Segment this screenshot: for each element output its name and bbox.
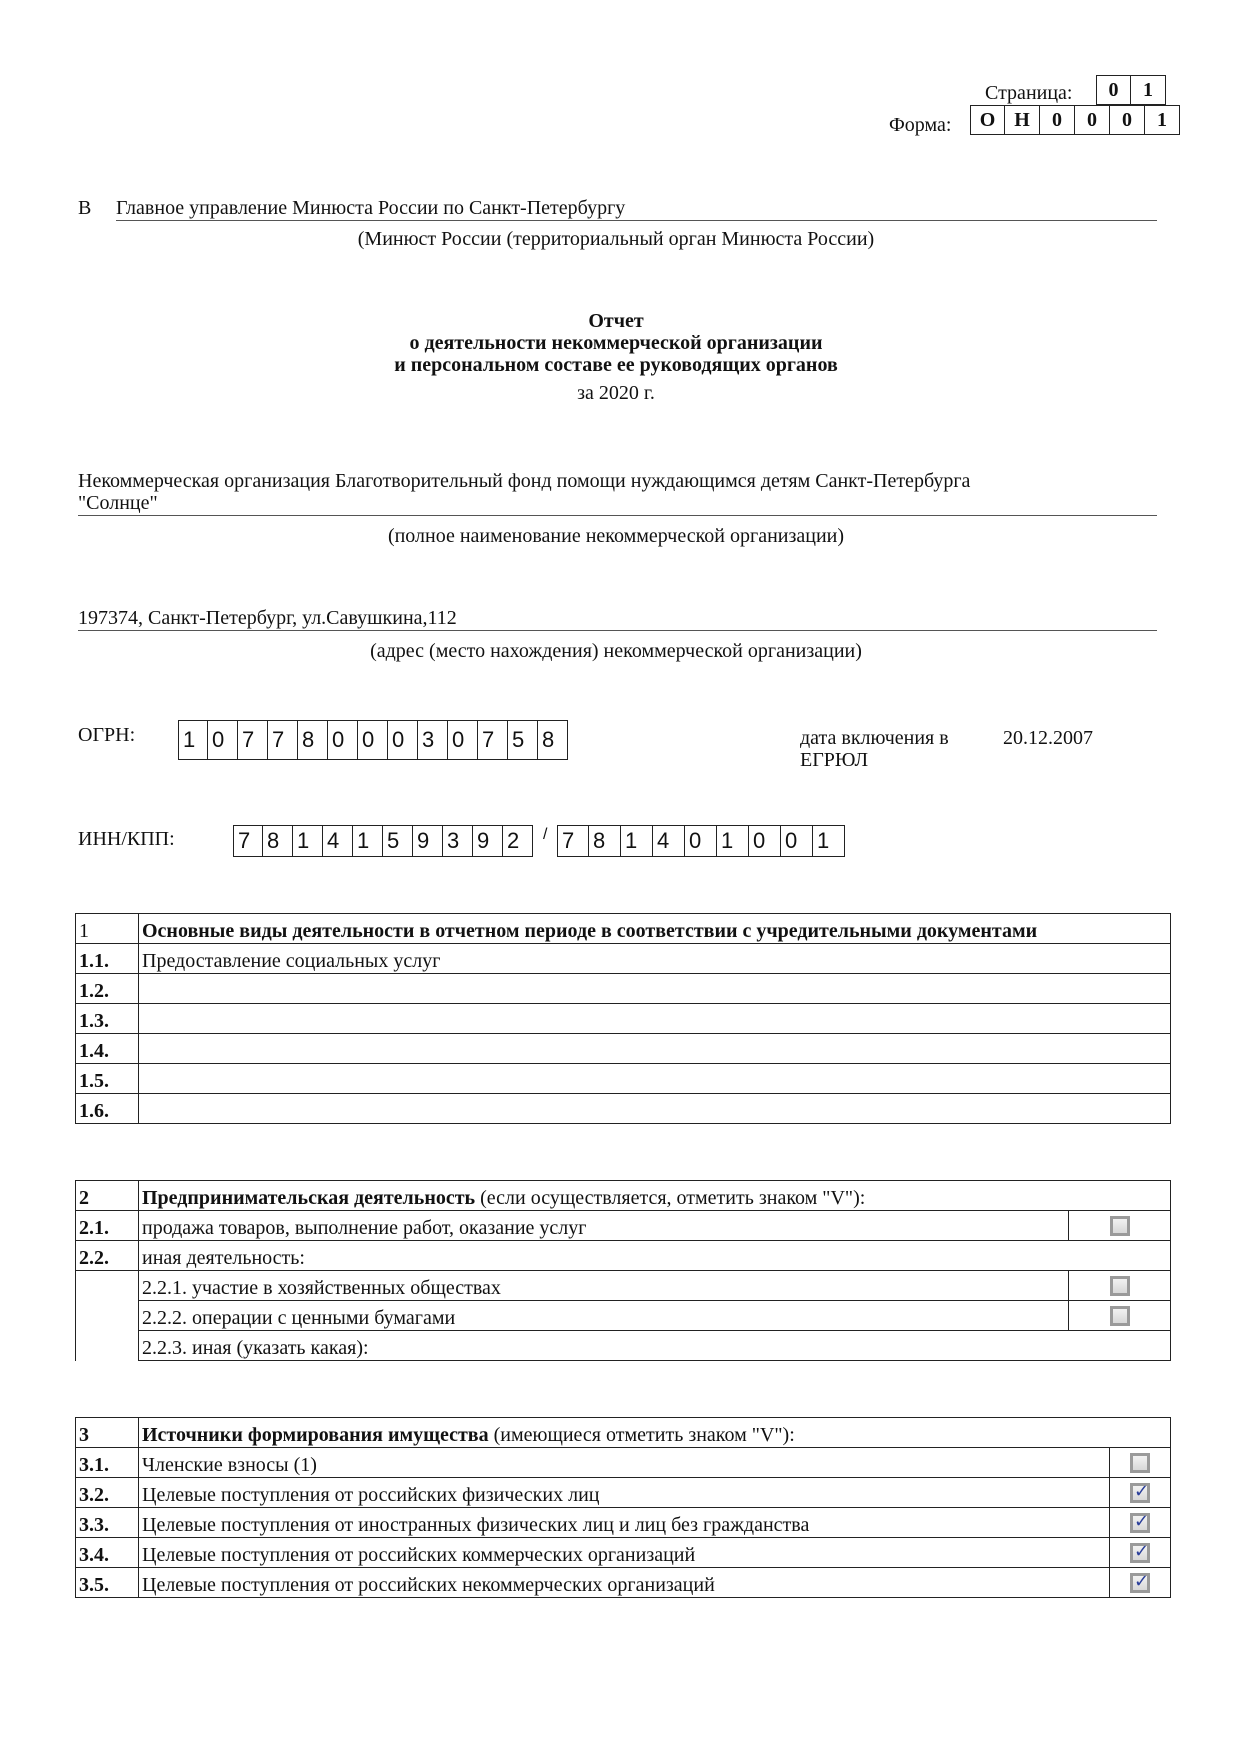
checkbox-unchecked-icon[interactable] [1110, 1276, 1130, 1296]
table-row [76, 944, 1171, 974]
kpp-digit: 1 [621, 825, 653, 857]
addressee-prefix: В [78, 197, 92, 219]
row-text: Членские взносы (1) [139, 1448, 1110, 1478]
inn-digit: 8 [263, 825, 293, 857]
row-text: продажа товаров, выполнение работ, оказание услуг [139, 1211, 1069, 1241]
form-code-boxes [970, 105, 1180, 135]
table-row [76, 1034, 1171, 1064]
inn-digit: 9 [413, 825, 443, 857]
checkbox-cell [1069, 1211, 1171, 1241]
activity-field[interactable]: Предоставление социальных услуг [139, 944, 1171, 974]
report-title [75, 310, 1157, 404]
egrul-label [800, 727, 949, 771]
row-number: 1.1. [76, 944, 139, 974]
section-2-header [76, 1181, 1171, 1211]
section-number: 3 [76, 1418, 139, 1448]
addressee-value: Главное управление Минюста России по Санкт-Петербургу [116, 197, 626, 219]
page-digit: 0 [1096, 75, 1131, 105]
kpp-digit: 1 [813, 825, 845, 857]
form-label: Форма: [889, 114, 952, 136]
inn-digit: 3 [443, 825, 473, 857]
ogrn-digit: 5 [508, 720, 538, 760]
activity-field[interactable] [139, 974, 1171, 1004]
kpp-digit: 0 [781, 825, 813, 857]
org-address-caption: (адрес (место нахождения) некоммерческой организации) [370, 640, 862, 662]
ogrn-digit: 8 [298, 720, 328, 760]
section-3-header [76, 1418, 1171, 1448]
kpp-boxes[interactable] [557, 825, 845, 857]
checkbox-checked-icon[interactable] [1130, 1543, 1150, 1563]
ogrn-label: ОГРН: [78, 724, 136, 746]
page-number-boxes [1096, 75, 1166, 105]
ogrn-digit: 7 [238, 720, 268, 760]
table-row [76, 1301, 1171, 1331]
activity-field[interactable] [139, 1004, 1171, 1034]
form-char: 0 [1110, 105, 1145, 135]
row-number: 2.2. [76, 1241, 139, 1271]
inn-digit: 2 [503, 825, 533, 857]
row-number: 1.5. [76, 1064, 139, 1094]
activity-field[interactable] [139, 1064, 1171, 1094]
row-text: Целевые поступления от российских физических лиц [139, 1478, 1110, 1508]
section-title: Основные виды деятельности в отчетном периоде в соответствии с учредительными документами [139, 914, 1171, 944]
checkbox-cell [1069, 1301, 1171, 1331]
table-row [76, 1241, 1171, 1271]
section-title [139, 1418, 1171, 1448]
row-text: иная деятельность: [139, 1241, 1171, 1271]
ogrn-digit: 0 [388, 720, 418, 760]
inn-digit: 7 [233, 825, 263, 857]
inn-boxes[interactable] [233, 825, 533, 857]
kpp-digit: 4 [653, 825, 685, 857]
section-2-table [75, 1180, 1171, 1361]
ogrn-digit: 0 [328, 720, 358, 760]
section-title-note: (если осуществляется, отметить знаком "V"): [475, 1187, 866, 1209]
kpp-digit: 8 [589, 825, 621, 857]
row-number: 2.1. [76, 1211, 139, 1241]
report-period: за 2020 г. [577, 382, 655, 404]
page-label: Страница: [985, 82, 1073, 104]
form-char: О [970, 105, 1005, 135]
ogrn-digit: 3 [418, 720, 448, 760]
row-text: 2.2.1. участие в хозяйственных обществах [139, 1271, 1069, 1301]
kpp-digit: 0 [749, 825, 781, 857]
addressee-caption: (Минюст России (территориальный орган Минюста России) [357, 228, 875, 250]
checkbox-unchecked-icon[interactable] [1110, 1306, 1130, 1326]
checkbox-checked-icon[interactable] [1130, 1573, 1150, 1593]
checkbox-checked-icon[interactable] [1130, 1513, 1150, 1533]
checkbox-cell [1110, 1478, 1171, 1508]
addressee-field[interactable] [116, 197, 1157, 221]
table-row [76, 1004, 1171, 1034]
form-char: 0 [1040, 105, 1075, 135]
table-row [76, 1064, 1171, 1094]
row-text[interactable]: 2.2.3. иная (указать какая): [139, 1331, 1171, 1361]
ogrn-digit: 0 [208, 720, 238, 760]
section-title [139, 1181, 1171, 1211]
section-title-note: (имеющиеся отметить знаком "V"): [488, 1424, 795, 1446]
row-number: 3.3. [76, 1508, 139, 1538]
row-text: Целевые поступления от иностранных физических лиц и лиц без гражданства [139, 1508, 1110, 1538]
table-row [76, 1448, 1171, 1478]
org-address-value: 197374, Санкт-Петербург, ул.Савушкина,112 [78, 607, 457, 629]
checkbox-unchecked-icon[interactable] [1130, 1453, 1150, 1473]
inn-digit: 5 [383, 825, 413, 857]
checkbox-cell [1110, 1538, 1171, 1568]
activity-field[interactable] [139, 1094, 1171, 1124]
table-row [76, 1538, 1171, 1568]
checkbox-cell [1110, 1508, 1171, 1538]
checkbox-cell [1110, 1568, 1171, 1598]
row-text: Целевые поступления от российских коммерческих организаций [139, 1538, 1110, 1568]
activity-field[interactable] [139, 1034, 1171, 1064]
row-number [76, 1271, 139, 1361]
form-char: 1 [1145, 105, 1180, 135]
form-char: Н [1005, 105, 1040, 135]
ogrn-boxes[interactable] [178, 720, 568, 760]
ogrn-digit: 7 [268, 720, 298, 760]
title-line-2: о деятельности некоммерческой организации [409, 332, 823, 354]
form-char: 0 [1075, 105, 1110, 135]
page-digit: 1 [1131, 75, 1166, 105]
checkbox-unchecked-icon[interactable] [1110, 1216, 1130, 1236]
egrul-label-line-2: ЕГРЮЛ [800, 749, 869, 771]
row-number: 1.6. [76, 1094, 139, 1124]
inn-digit: 1 [353, 825, 383, 857]
kpp-digit: 7 [557, 825, 589, 857]
row-number: 3.5. [76, 1568, 139, 1598]
checkbox-cell [1110, 1448, 1171, 1478]
checkbox-checked-icon[interactable] [1130, 1483, 1150, 1503]
section-3-table [75, 1417, 1171, 1598]
ogrn-digit: 8 [538, 720, 568, 760]
ogrn-digit: 0 [448, 720, 478, 760]
kpp-digit: 1 [717, 825, 749, 857]
row-number: 3.2. [76, 1478, 139, 1508]
ogrn-digit: 0 [358, 720, 388, 760]
kpp-digit: 0 [685, 825, 717, 857]
table-row [76, 1568, 1171, 1598]
table-row [76, 1211, 1171, 1241]
section-number: 2 [76, 1181, 139, 1211]
org-name-field[interactable] [78, 470, 1157, 516]
table-row [76, 1271, 1171, 1301]
row-number: 3.1. [76, 1448, 139, 1478]
org-address-field[interactable] [78, 607, 1157, 631]
inn-kpp-label: ИНН/КПП: [78, 828, 175, 850]
org-name-line-1: Некоммерческая организация Благотворительный фонд помощи нуждающимся детям Санкт-Петербурга [78, 470, 971, 492]
egrul-date: 20.12.2007 [1003, 727, 1093, 749]
title-line-1: Отчет [588, 310, 644, 332]
org-name-line-2: "Солнце" [78, 492, 158, 514]
ogrn-digit: 7 [478, 720, 508, 760]
title-line-3: и персональном составе ее руководящих органов [394, 354, 838, 376]
row-text: 2.2.2. операции с ценными бумагами [139, 1301, 1069, 1331]
egrul-label-line-1: дата включения в [800, 727, 949, 749]
org-name-caption: (полное наименование некоммерческой организации) [387, 525, 845, 547]
inn-kpp-separator: / [543, 826, 548, 843]
section-title-bold: Предпринимательская деятельность [142, 1187, 476, 1209]
section-1-header [76, 914, 1171, 944]
table-row [76, 1331, 1171, 1361]
inn-digit: 9 [473, 825, 503, 857]
table-row [76, 1508, 1171, 1538]
ogrn-digit: 1 [178, 720, 208, 760]
table-row [76, 1094, 1171, 1124]
section-number: 1 [76, 914, 139, 944]
inn-digit: 1 [293, 825, 323, 857]
row-number: 3.4. [76, 1538, 139, 1568]
table-row [76, 974, 1171, 1004]
checkbox-cell [1069, 1271, 1171, 1301]
section-1-table [75, 913, 1171, 1124]
row-text: Целевые поступления от российских некоммерческих организаций [139, 1568, 1110, 1598]
inn-digit: 4 [323, 825, 353, 857]
row-number: 1.2. [76, 974, 139, 1004]
row-number: 1.3. [76, 1004, 139, 1034]
table-row [76, 1478, 1171, 1508]
row-number: 1.4. [76, 1034, 139, 1064]
section-title-bold: Источники формирования имущества [142, 1424, 489, 1446]
